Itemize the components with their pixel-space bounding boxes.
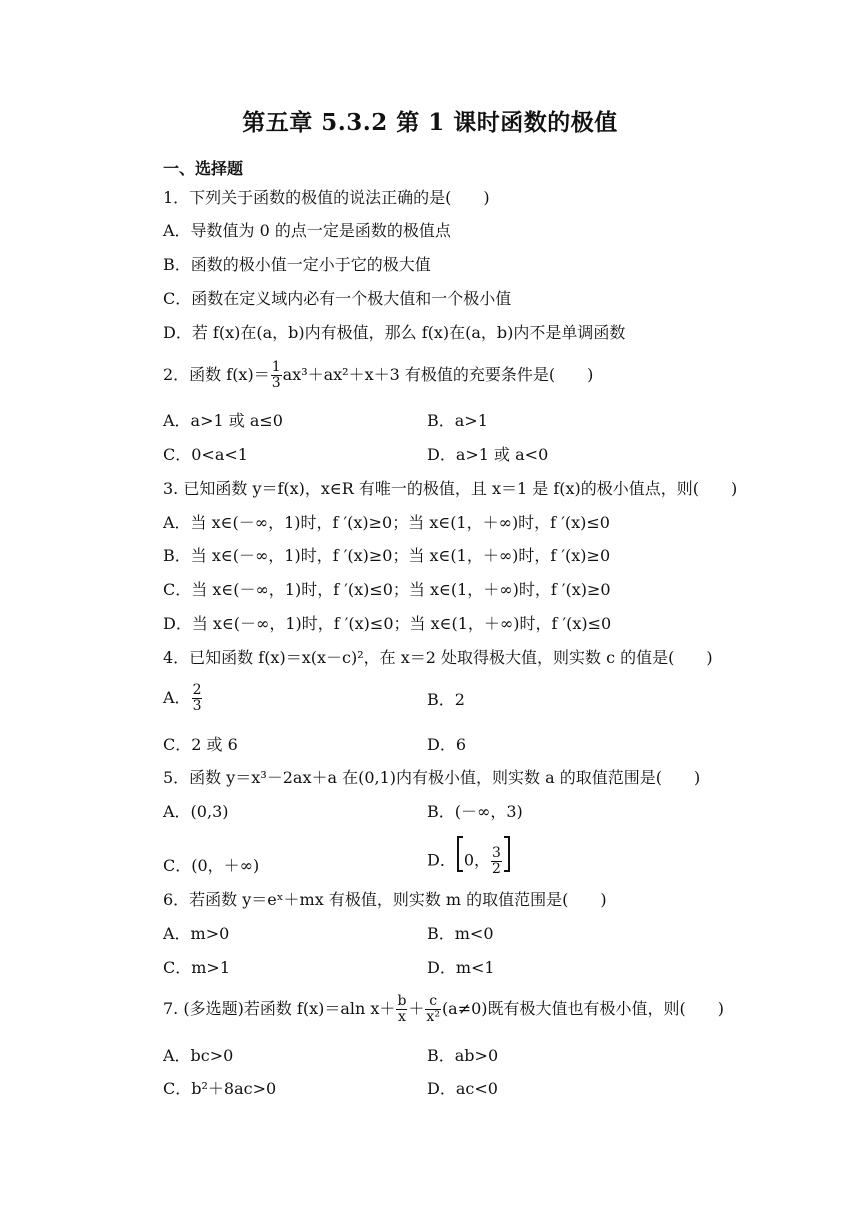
fraction-numerator: b: [397, 993, 407, 1009]
question-3-option-b: B．当 x∈(－∞，1)时，f ′(x)≥0；当 x∈(1，＋∞)时，f ′(x)≥0: [163, 546, 611, 565]
question-2-option-a: A．a>1 或 a≤0: [163, 411, 283, 430]
fraction-b-over-x: [396, 994, 407, 1025]
fraction-two-thirds: [192, 683, 203, 714]
question-4-option-d: D．6: [427, 735, 467, 754]
fraction-numerator: 3: [492, 844, 501, 861]
question-4-stem: 4．已知函数 f(x)＝x(x－c)²，在 x＝2 处取得极大值，则实数 c 的值是( ): [163, 648, 713, 667]
question-4-option-a: [163, 681, 203, 715]
right-bracket-icon: [503, 836, 511, 886]
question-7-stem-post: (a≠0)既有极大值也有极小值，则( ): [441, 999, 725, 1018]
question-6-option-b: B．m<0: [427, 924, 494, 943]
fraction-numerator: c: [425, 994, 441, 1010]
question-5-option-c: C．(0，＋∞): [163, 856, 260, 875]
question-3-option-a: A．当 x∈(－∞，1)时，f ′(x)≥0；当 x∈(1，＋∞)时，f ′(x)≤0: [163, 513, 610, 532]
question-7-option-a: A．bc>0: [163, 1046, 234, 1065]
question-6-stem: 6．若函数 y＝eˣ＋mx 有极值，则实数 m 的取值范围是( ): [163, 890, 607, 909]
question-5-option-d: [427, 836, 511, 886]
question-7-option-b: B．ab>0: [427, 1046, 499, 1065]
fraction-c-over-x-squared: [425, 994, 441, 1025]
question-1-option-b: B．函数的极小值一定小于它的极大值: [163, 255, 431, 274]
question-7-stem-pre: 7. (多选题)若函数 f(x)＝aln x＋: [163, 999, 396, 1018]
question-2-stem-pre: 2．函数 f(x)＝: [163, 365, 270, 384]
option-d-label: D．: [427, 850, 456, 870]
question-4-option-b: B．2: [427, 690, 465, 709]
fraction-denominator: x²: [426, 1009, 440, 1025]
question-5-stem: 5．函数 y＝x³－2ax＋a 在(0,1)内有极小值，则实数 a 的取值范围是( ): [163, 768, 701, 787]
question-7-option-d: D．ac<0: [427, 1079, 498, 1098]
section-heading: 一、选择题: [163, 159, 244, 178]
question-4-option-c: C．2 或 6: [163, 735, 238, 754]
fraction-one-third: [271, 360, 282, 391]
question-2-stem: [163, 358, 593, 392]
option-a-label: A．: [163, 688, 191, 707]
question-5-option-b: B．(－∞，3): [427, 802, 523, 821]
fraction-denominator: 3: [192, 698, 202, 714]
fraction-numerator: 1: [271, 359, 281, 375]
question-7-stem: [163, 992, 724, 1026]
fraction-denominator: 2: [492, 860, 501, 877]
interval-left: 0，: [463, 850, 491, 870]
plus-sign: ＋: [408, 999, 425, 1018]
page-title: 第五章 5.3.2 第 1 课时函数的极值: [242, 109, 618, 136]
question-1-option-d: D．若 f(x)在(a，b)内有极值，那么 f(x)在(a，b)内不是单调函数: [163, 323, 626, 342]
question-1-option-a: A．导数值为 0 的点一定是函数的极值点: [163, 221, 451, 240]
question-6-option-c: C．m>1: [163, 958, 231, 977]
question-3-stem: 3. 已知函数 y＝f(x)，x∈R 有唯一的极值，且 x＝1 是 f(x)的极小值点，则( ): [163, 479, 738, 498]
fraction-numerator: 2: [192, 682, 202, 698]
left-bracket-icon: [456, 836, 464, 886]
question-3-option-c: C．当 x∈(－∞，1)时，f ′(x)≤0；当 x∈(1，＋∞)时，f ′(x)≥0: [163, 580, 611, 599]
question-2-stem-post: ax³＋ax²＋x＋3 有极值的充要条件是( ): [282, 365, 594, 384]
question-3-option-d: D．当 x∈(－∞，1)时，f ′(x)≤0；当 x∈(1，＋∞)时，f ′(x)≤0: [163, 614, 612, 633]
question-6-option-a: A．m>0: [163, 924, 230, 943]
question-1-stem: 1．下列关于函数的极值的说法正确的是( ): [163, 188, 490, 207]
fraction-denominator: 3: [271, 375, 281, 391]
fraction-three-halves: [491, 846, 502, 877]
fraction-denominator: x: [397, 1009, 406, 1025]
question-1-option-c: C．函数在定义域内必有一个极大值和一个极小值: [163, 289, 512, 308]
question-6-option-d: D．m<1: [427, 958, 495, 977]
question-5-option-a: A．(0,3): [163, 802, 229, 821]
question-2-option-c: C．0<a<1: [163, 445, 248, 464]
question-7-option-c: C．b²＋8ac>0: [163, 1079, 277, 1098]
question-2-option-d: D．a>1 或 a<0: [427, 445, 549, 464]
question-2-option-b: B．a>1: [427, 411, 488, 430]
